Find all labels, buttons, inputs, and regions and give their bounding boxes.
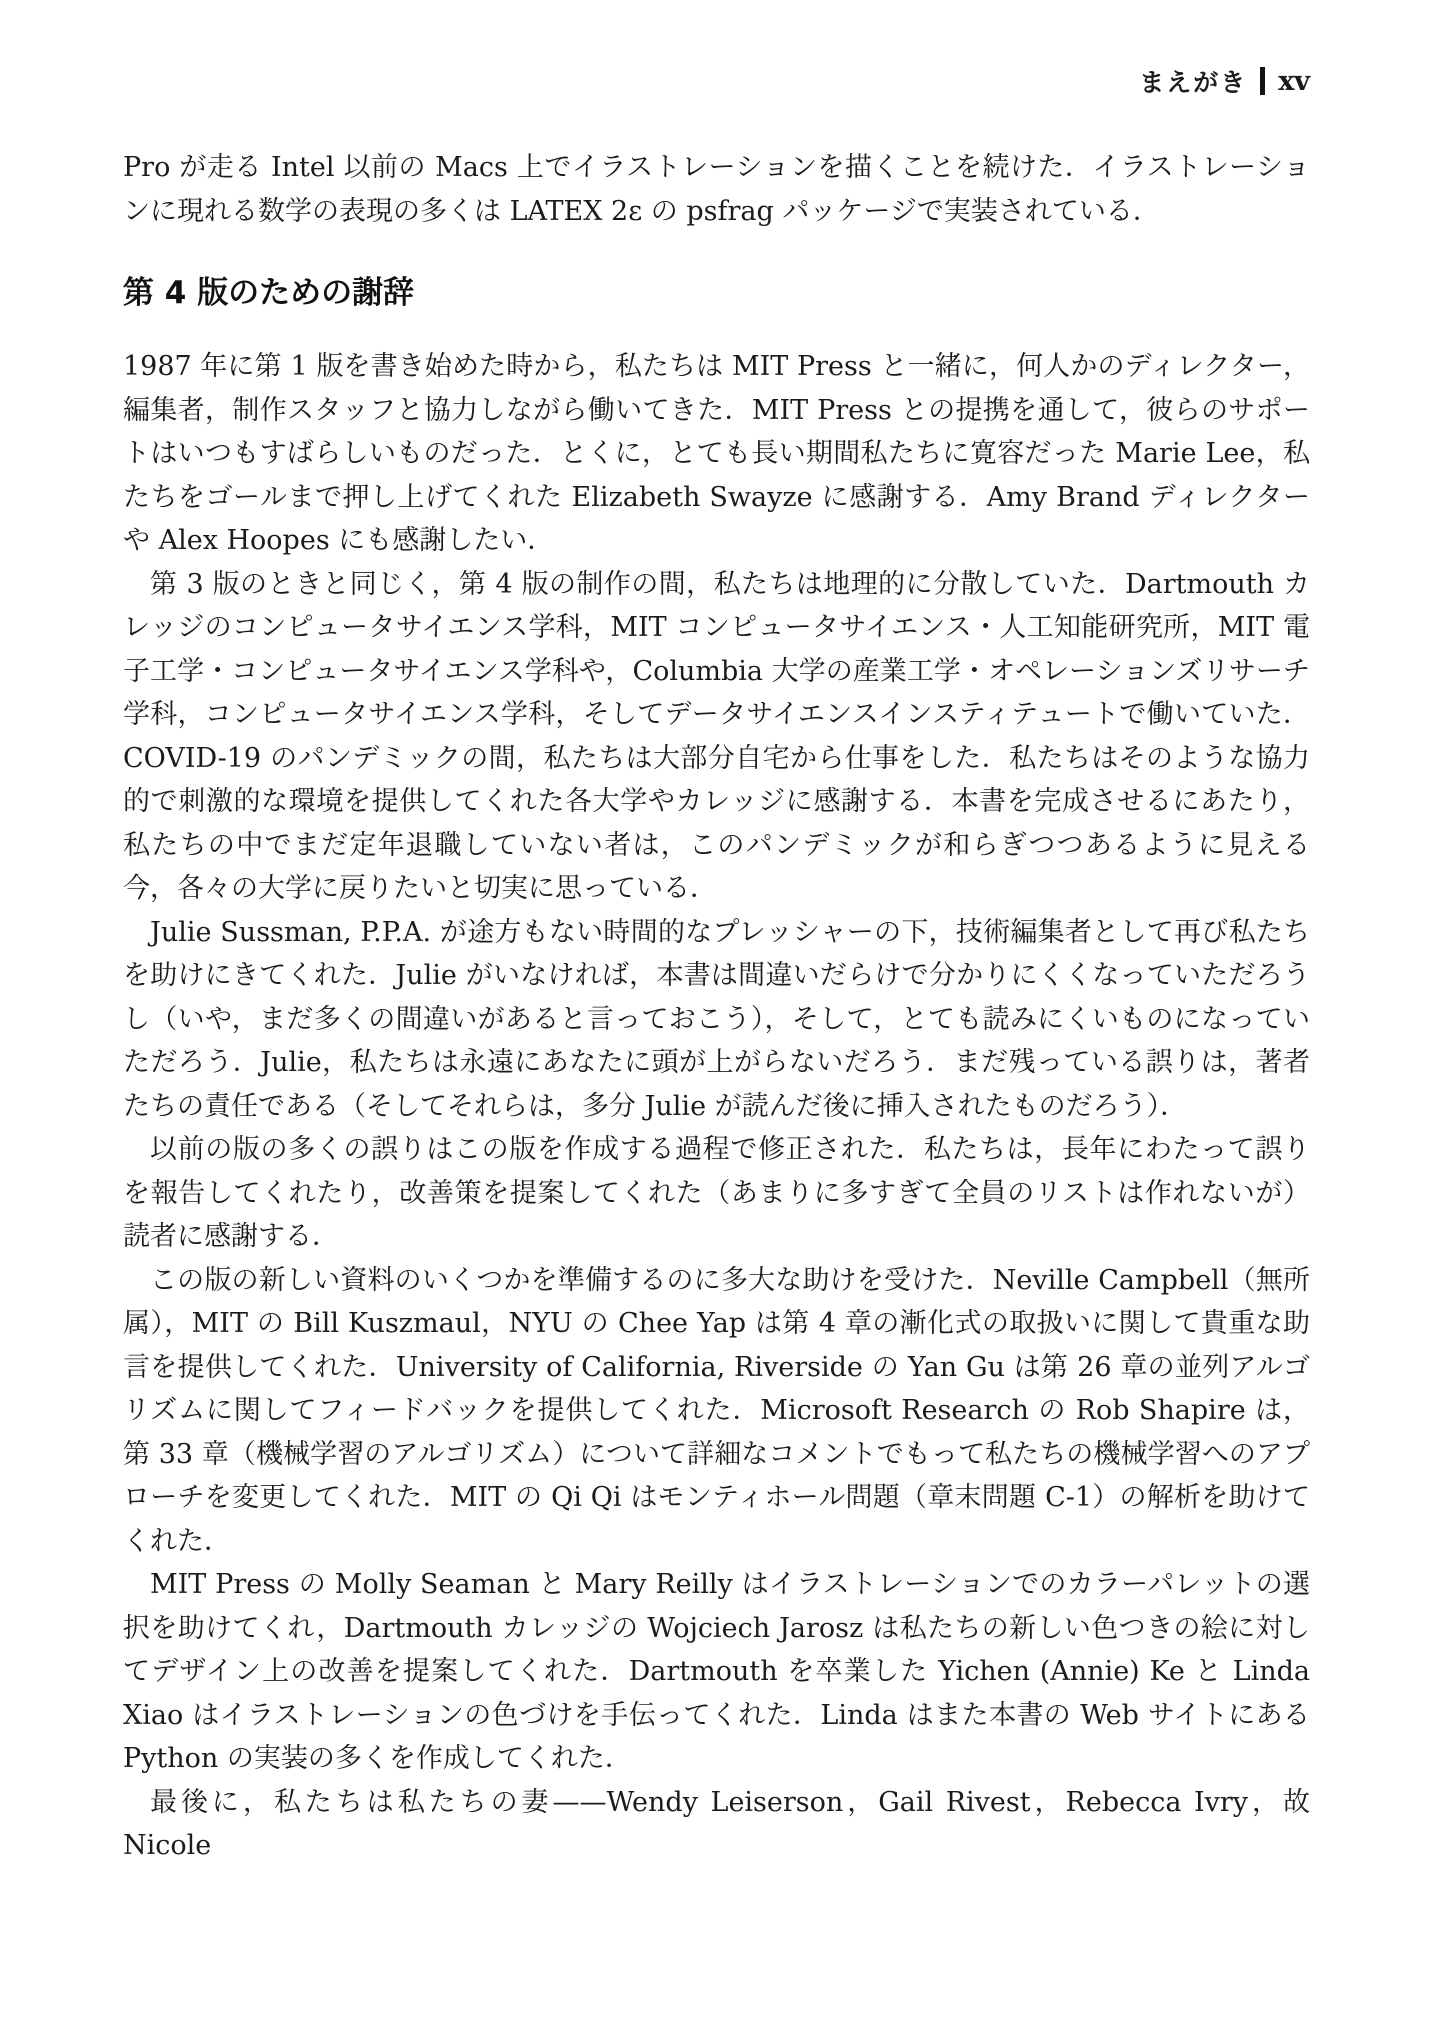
header-divider-bar [1260,67,1265,95]
paragraph: Julie Sussman, P.P.A. が途方もない時間的なプレッシャーの下，技術編集者として再び私たちを助けにきてくれた．Julie がいなければ，本書は間違いだらけで分かりにくくなっていただろうし（いや，まだ多くの間違いがあると言っておこう），そして，とても読みにくいものになっていただろう．Julie，私たちは永遠にあなたに頭が上がらないだろう．まだ残っている誤りは，著者たちの責任である（そしてそれらは，多分 Julie が読んだ後に挿入されたものだろう）． [123,916,1310,1122]
paragraph: 1987 年に第 1 版を書き始めた時から，私たちは MIT Press と一緒に，何人かのディレクター，編集者，制作スタッフと協力しながら働いてきた．MIT Press との提携を通して，彼らのサポートはいつもすばらしいものだった．とくに，とても長い期間私たちに寛容だった Marie Lee，私たちをゴールまで押し上げてくれた Elizabeth Swayze に感謝する．Amy Brand ディレクターや Alex Hoopes にも感謝したい． [123,351,1310,556]
page-number: xv [1278,65,1310,97]
page-body [123,146,1310,1868]
paragraph: Pro が走る Intel 以前の Macs 上でイラストレーションを描くことを続けた．イラストレーションに現れる数学の表現の多くは LATEX 2ε の psfrag パッケージで実装されている． [123,152,1310,227]
paragraph: MIT Press の Molly Seaman と Mary Reilly はイラストレーションでのカラーパレットの選択を助けてくれ，Dartmouth カレッジの Wojciech Jarosz は私たちの新しい色つきの絵に対してデザイン上の改善を提案してくれた．Dartmouth を卒業した Yichen (Annie) Ke と Linda Xiao はイラストレーションの色づけを手伝ってくれた．Linda はまた本書の Web サイトにある Python の実装の多くを作成してくれた． [123,1569,1310,1774]
paragraph: 第 3 版のときと同じく，第 4 版の制作の間，私たちは地理的に分散していた．Dartmouth カレッジのコンピュータサイエンス学科，MIT コンピュータサイエンス・人工知能研究所，MIT 電子工学・コンピュータサイエンス学科や，Columbia 大学の産業工学・オペレーションズリサーチ学科，コンピュータサイエンス学科，そしてデータサイエンスインスティテュートで働いていた．COVID-19 のパンデミックの間，私たちは大部分自宅から仕事をした．私たちはそのような協力的で刺激的な環境を提供してくれた各大学やカレッジに感謝する．本書を完成させるにあたり，私たちの中でまだ定年退職していない者は，このパンデミックが和らぎつつあるように見える今，各々の大学に戻りたいと切実に思っている． [123,568,1310,904]
section-heading: 第 4 版のための謝辞 [123,275,415,311]
running-head-title: まえがき [1139,68,1248,97]
paragraph: 最後に，私たちは私たちの妻——Wendy Leiserson，Gail Rivest，Rebecca Ivry，故 Nicole [123,1786,1310,1861]
paragraph: 以前の版の多くの誤りはこの版を作成する過程で修正された．私たちは，長年にわたって誤りを報告してくれたり，改善策を提案してくれた（あまりに多すぎて全員のリストは作れないが）読者に感謝する． [123,1134,1310,1252]
page-header [123,64,1310,98]
paragraph: この版の新しい資料のいくつかを準備するのに多大な助けを受けた．Neville Campbell（無所属），MIT の Bill Kuszmaul，NYU の Chee Yap は第 4 章の漸化式の取扱いに関して貴重な助言を提供してくれた．University of California, Riverside の Yan Gu は第 26 章の並列アルゴリズムに関してフィードバックを提供してくれた．Microsoft Research の Rob Shapire は，第 33 章（機械学習のアルゴリズム）について詳細なコメントでもって私たちの機械学習へのアプローチを変更してくれた．MIT の Qi Qi はモンティホール問題（章末問題 C-1）の解析を助けてくれた． [123,1264,1310,1557]
